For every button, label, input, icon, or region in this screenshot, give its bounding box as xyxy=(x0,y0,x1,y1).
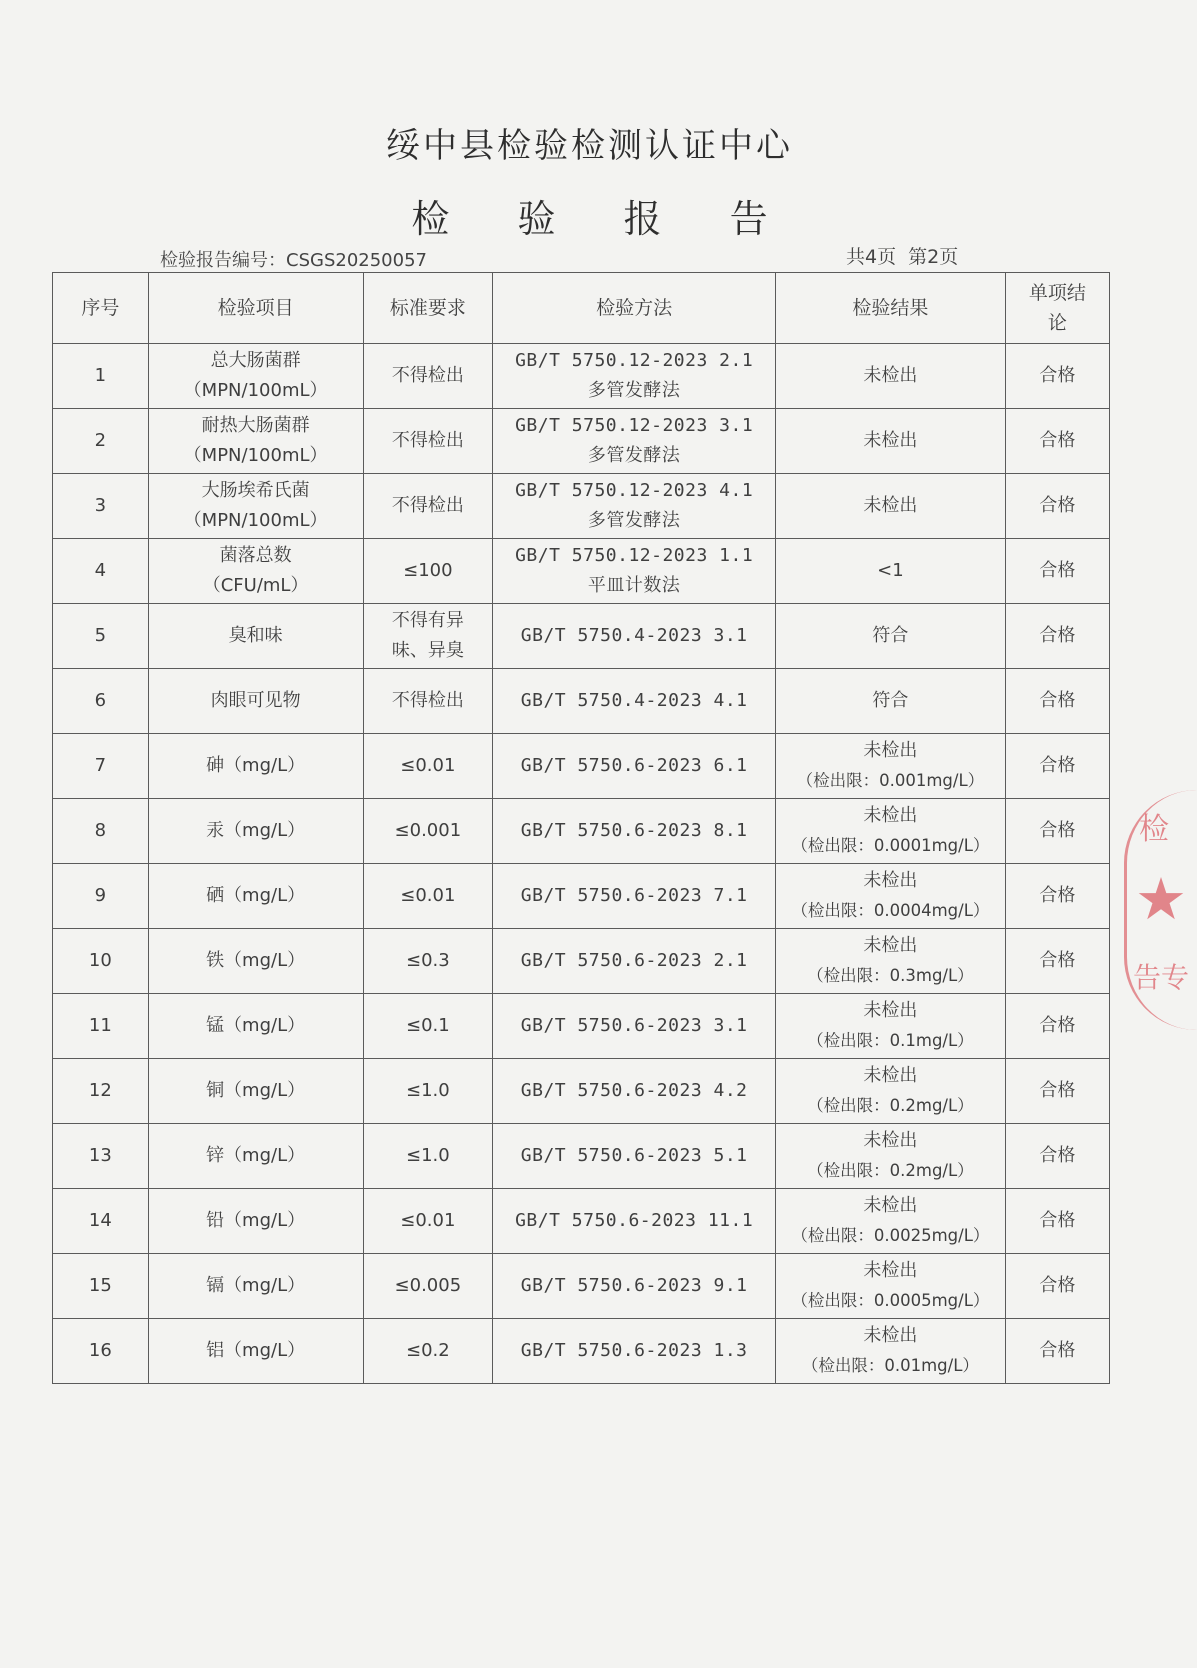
cell-result xyxy=(776,1124,1006,1189)
report-title: 检 验 报 告 xyxy=(411,197,796,241)
cell-standard-line: ≤0.01 xyxy=(400,755,456,776)
cell-item xyxy=(148,734,363,799)
cell-conclusion: 合格 xyxy=(1005,409,1109,474)
cell-item xyxy=(148,1319,363,1384)
cell-no: 7 xyxy=(53,734,149,799)
table-row xyxy=(53,1059,1110,1124)
cell-item-line: 总大肠菌群 xyxy=(210,350,301,371)
table-body xyxy=(53,344,1110,1384)
table-row xyxy=(53,539,1110,604)
cell-result xyxy=(776,1189,1006,1254)
cell-method-line: GB/T 5750.6-2023 8.1 xyxy=(520,820,748,841)
cell-item-line: 锌（mg/L） xyxy=(206,1145,306,1166)
cell-method xyxy=(493,994,776,1059)
cell-conclusion: 合格 xyxy=(1005,1124,1109,1189)
cell-no: 3 xyxy=(53,474,149,539)
cell-standard xyxy=(363,604,493,669)
table-row xyxy=(53,1124,1110,1189)
cell-result-line: 未检出 xyxy=(863,1130,918,1151)
cell-result-line: （检出限：0.1mg/L） xyxy=(807,1031,974,1050)
table-row xyxy=(53,1319,1110,1384)
page-indicator xyxy=(840,242,958,269)
cell-item xyxy=(148,1124,363,1189)
cell-method-line: GB/T 5750.12-2023 2.1 xyxy=(515,350,754,371)
cell-standard xyxy=(363,929,493,994)
cell-method-line: GB/T 5750.12-2023 3.1 xyxy=(515,415,754,436)
cell-method xyxy=(493,929,776,994)
cell-standard xyxy=(363,409,493,474)
cell-standard-line: ≤0.01 xyxy=(400,1210,456,1231)
cell-result-line: 未检出 xyxy=(863,1065,918,1086)
table-header-row xyxy=(53,273,1110,344)
cell-result-line: 未检出 xyxy=(863,365,918,386)
cell-method-line: 多管发酵法 xyxy=(587,510,681,531)
col-header-result: 检验结果 xyxy=(776,273,1006,344)
cell-method-line: GB/T 5750.6-2023 5.1 xyxy=(520,1145,748,1166)
cell-method-line: GB/T 5750.6-2023 6.1 xyxy=(520,755,748,776)
cell-standard-line: ≤0.001 xyxy=(394,820,462,841)
cell-item-line: 铝（mg/L） xyxy=(206,1340,306,1361)
cell-item xyxy=(148,994,363,1059)
cell-item xyxy=(148,929,363,994)
cell-method-line: 多管发酵法 xyxy=(587,380,681,401)
cell-method xyxy=(493,604,776,669)
cell-method xyxy=(493,1319,776,1384)
cell-item-line: （MPN/100mL） xyxy=(183,380,328,401)
cell-result-line: （检出限：0.0001mg/L） xyxy=(791,836,990,855)
cell-result xyxy=(776,1059,1006,1124)
cell-result xyxy=(776,1319,1006,1384)
cell-item-line: 肉眼可见物 xyxy=(210,690,301,711)
cell-method-line: GB/T 5750.4-2023 3.1 xyxy=(520,625,748,646)
cell-result-line: 符合 xyxy=(872,625,909,646)
cell-result-line: 未检出 xyxy=(863,870,918,891)
cell-conclusion: 合格 xyxy=(1005,669,1109,734)
table-row xyxy=(53,1189,1110,1254)
cell-conclusion: 合格 xyxy=(1005,344,1109,409)
report-number: 检验报告编号：CSGS20250057 xyxy=(160,250,427,271)
cell-conclusion: 合格 xyxy=(1005,1189,1109,1254)
cell-no: 8 xyxy=(53,799,149,864)
cell-standard xyxy=(363,1189,493,1254)
cell-item-line: 铅（mg/L） xyxy=(206,1210,306,1231)
col-header-standard: 标准要求 xyxy=(363,273,493,344)
cell-result-line: 未检出 xyxy=(863,805,918,826)
cell-item-line: 大肠埃希氏菌 xyxy=(201,480,310,501)
cell-item xyxy=(148,669,363,734)
cell-no: 16 xyxy=(53,1319,149,1384)
table-row xyxy=(53,929,1110,994)
cell-standard xyxy=(363,1124,493,1189)
cell-result-line: 未检出 xyxy=(863,430,918,451)
inspection-table xyxy=(52,272,1110,1384)
cell-standard-line: ≤1.0 xyxy=(406,1080,450,1101)
cell-method-line: GB/T 5750.12-2023 4.1 xyxy=(515,480,754,501)
cell-method-line: GB/T 5750.6-2023 11.1 xyxy=(515,1210,754,1231)
cell-item xyxy=(148,1059,363,1124)
cell-method xyxy=(493,799,776,864)
cell-standard xyxy=(363,1319,493,1384)
cell-standard-line: ≤0.005 xyxy=(394,1275,462,1296)
cell-method xyxy=(493,1124,776,1189)
cell-result xyxy=(776,539,1006,604)
cell-no: 12 xyxy=(53,1059,149,1124)
cell-result-line: （检出限：0.001mg/L） xyxy=(796,771,985,790)
cell-item xyxy=(148,604,363,669)
cell-standard xyxy=(363,669,493,734)
cell-standard-line: 不得有异 xyxy=(391,610,464,631)
cell-standard xyxy=(363,474,493,539)
total-pages: 共4页 xyxy=(846,246,897,268)
cell-no: 10 xyxy=(53,929,149,994)
col-header-no: 序号 xyxy=(53,273,149,344)
cell-result xyxy=(776,799,1006,864)
cell-conclusion: 合格 xyxy=(1005,1059,1109,1124)
cell-result-line: 未检出 xyxy=(863,1260,918,1281)
cell-conclusion: 合格 xyxy=(1005,799,1109,864)
cell-result xyxy=(776,604,1006,669)
cell-result xyxy=(776,409,1006,474)
cell-item-line: 镉（mg/L） xyxy=(206,1275,306,1296)
cell-item xyxy=(148,799,363,864)
cell-result xyxy=(776,864,1006,929)
cell-method xyxy=(493,669,776,734)
cell-standard-line: ≤0.3 xyxy=(406,950,450,971)
table-row xyxy=(53,994,1110,1059)
cell-result xyxy=(776,669,1006,734)
cell-item-line: （MPN/100mL） xyxy=(183,445,328,466)
cell-conclusion: 合格 xyxy=(1005,734,1109,799)
cell-method-line: GB/T 5750.4-2023 4.1 xyxy=(520,690,748,711)
table-row xyxy=(53,344,1110,409)
cell-method-line: GB/T 5750.6-2023 3.1 xyxy=(520,1015,748,1036)
cell-no: 4 xyxy=(53,539,149,604)
cell-method-line: GB/T 5750.12-2023 1.1 xyxy=(515,545,754,566)
table-row xyxy=(53,409,1110,474)
cell-conclusion: 合格 xyxy=(1005,994,1109,1059)
cell-result-line: 未检出 xyxy=(863,935,918,956)
cell-method-line: 多管发酵法 xyxy=(587,445,681,466)
table-row xyxy=(53,734,1110,799)
cell-method xyxy=(493,344,776,409)
cell-standard-line: ≤0.2 xyxy=(406,1340,450,1361)
cell-no: 1 xyxy=(53,344,149,409)
cell-method xyxy=(493,409,776,474)
cell-result-line: 未检出 xyxy=(863,495,918,516)
cell-conclusion: 合格 xyxy=(1005,1254,1109,1319)
cell-standard xyxy=(363,734,493,799)
cell-standard xyxy=(363,344,493,409)
cell-result xyxy=(776,474,1006,539)
cell-method xyxy=(493,1189,776,1254)
cell-item-line: （MPN/100mL） xyxy=(183,510,328,531)
table-row xyxy=(53,864,1110,929)
cell-result-line: <1 xyxy=(877,560,904,581)
cell-no: 2 xyxy=(53,409,149,474)
cell-item-line: 铁（mg/L） xyxy=(206,950,306,971)
cell-method-line: GB/T 5750.6-2023 2.1 xyxy=(520,950,748,971)
cell-result xyxy=(776,734,1006,799)
cell-standard xyxy=(363,994,493,1059)
cell-item-line: 砷（mg/L） xyxy=(206,755,306,776)
cell-result xyxy=(776,929,1006,994)
cell-standard-line: ≤0.1 xyxy=(406,1015,450,1036)
cell-item-line: 铜（mg/L） xyxy=(206,1080,306,1101)
cell-method xyxy=(493,1059,776,1124)
cell-item-line: 耐热大肠菌群 xyxy=(201,415,310,436)
cell-standard xyxy=(363,1059,493,1124)
cell-method-line: GB/T 5750.6-2023 1.3 xyxy=(520,1340,748,1361)
cell-item xyxy=(148,409,363,474)
cell-method-line: GB/T 5750.6-2023 7.1 xyxy=(520,885,748,906)
cell-result-line: 未检出 xyxy=(863,1325,918,1346)
cell-no: 15 xyxy=(53,1254,149,1319)
cell-result-line: （检出限：0.0005mg/L） xyxy=(791,1291,990,1310)
cell-result-line: （检出限：0.3mg/L） xyxy=(807,966,974,985)
col-header-method: 检验方法 xyxy=(493,273,776,344)
star-icon: ★ xyxy=(1135,865,1187,933)
cell-standard xyxy=(363,799,493,864)
cell-item-line: 菌落总数 xyxy=(219,545,292,566)
cell-no: 6 xyxy=(53,669,149,734)
cell-no: 5 xyxy=(53,604,149,669)
cell-standard-line: 不得检出 xyxy=(391,690,464,711)
cell-standard xyxy=(363,1254,493,1319)
cell-method-line: GB/T 5750.6-2023 9.1 xyxy=(520,1275,748,1296)
cell-result-line: （检出限：0.0004mg/L） xyxy=(791,901,990,920)
cell-result-line: （检出限：0.2mg/L） xyxy=(807,1096,974,1115)
cell-conclusion: 合格 xyxy=(1005,604,1109,669)
cell-no: 11 xyxy=(53,994,149,1059)
cell-standard xyxy=(363,864,493,929)
cell-standard xyxy=(363,539,493,604)
cell-no: 14 xyxy=(53,1189,149,1254)
cell-standard-line: 味、异臭 xyxy=(391,640,464,661)
cell-result-line: （检出限：0.01mg/L） xyxy=(801,1356,979,1375)
cell-no: 13 xyxy=(53,1124,149,1189)
cell-item-line: 汞（mg/L） xyxy=(206,820,306,841)
cell-result-line: 未检出 xyxy=(863,740,918,761)
table-row xyxy=(53,474,1110,539)
cell-item-line: 臭和味 xyxy=(228,625,283,646)
table-row xyxy=(53,799,1110,864)
table-row xyxy=(53,669,1110,734)
cell-method-line: GB/T 5750.6-2023 4.2 xyxy=(520,1080,748,1101)
cell-result-line: （检出限：0.2mg/L） xyxy=(807,1161,974,1180)
cell-result-line: 未检出 xyxy=(863,1195,918,1216)
cell-result-line: 符合 xyxy=(872,690,909,711)
cell-method xyxy=(493,474,776,539)
cell-method xyxy=(493,539,776,604)
cell-standard-line: 不得检出 xyxy=(391,430,464,451)
seal-text-bottom: 告专 xyxy=(1133,961,1190,994)
cell-result-line: （检出限：0.0025mg/L） xyxy=(791,1226,990,1245)
cell-item xyxy=(148,539,363,604)
cell-conclusion: 合格 xyxy=(1005,1319,1109,1384)
cell-item xyxy=(148,474,363,539)
cell-method xyxy=(493,1254,776,1319)
table-row xyxy=(53,604,1110,669)
cell-item xyxy=(148,1254,363,1319)
cell-result xyxy=(776,344,1006,409)
current-page: 第2页 xyxy=(908,246,959,268)
cell-result xyxy=(776,1254,1006,1319)
cell-no: 9 xyxy=(53,864,149,929)
col-header-item: 检验项目 xyxy=(148,273,363,344)
cell-standard-line: 不得检出 xyxy=(391,365,464,386)
cell-result-line: 未检出 xyxy=(863,1000,918,1021)
cell-conclusion: 合格 xyxy=(1005,474,1109,539)
cell-conclusion: 合格 xyxy=(1005,929,1109,994)
org-title: 绥中县检验检测认证中心 xyxy=(386,126,793,166)
cell-item xyxy=(148,1189,363,1254)
seal-text-top: 检 xyxy=(1139,812,1169,847)
cell-standard-line: 不得检出 xyxy=(391,495,464,516)
cell-method xyxy=(493,864,776,929)
cell-conclusion: 合格 xyxy=(1005,864,1109,929)
official-seal xyxy=(1124,790,1197,1030)
cell-method xyxy=(493,734,776,799)
cell-item-line: 锰（mg/L） xyxy=(206,1015,306,1036)
cell-standard-line: ≤0.01 xyxy=(400,885,456,906)
cell-method-line: 平皿计数法 xyxy=(587,575,681,596)
cell-item-line: （CFU/mL） xyxy=(202,575,309,596)
cell-conclusion: 合格 xyxy=(1005,539,1109,604)
cell-standard-line: ≤1.0 xyxy=(406,1145,450,1166)
cell-item xyxy=(148,344,363,409)
cell-item-line: 硒（mg/L） xyxy=(206,885,306,906)
col-header-conclusion: 单项结论 xyxy=(1005,273,1109,344)
table-row xyxy=(53,1254,1110,1319)
cell-result xyxy=(776,994,1006,1059)
cell-standard-line: ≤100 xyxy=(403,560,453,581)
cell-item xyxy=(148,864,363,929)
